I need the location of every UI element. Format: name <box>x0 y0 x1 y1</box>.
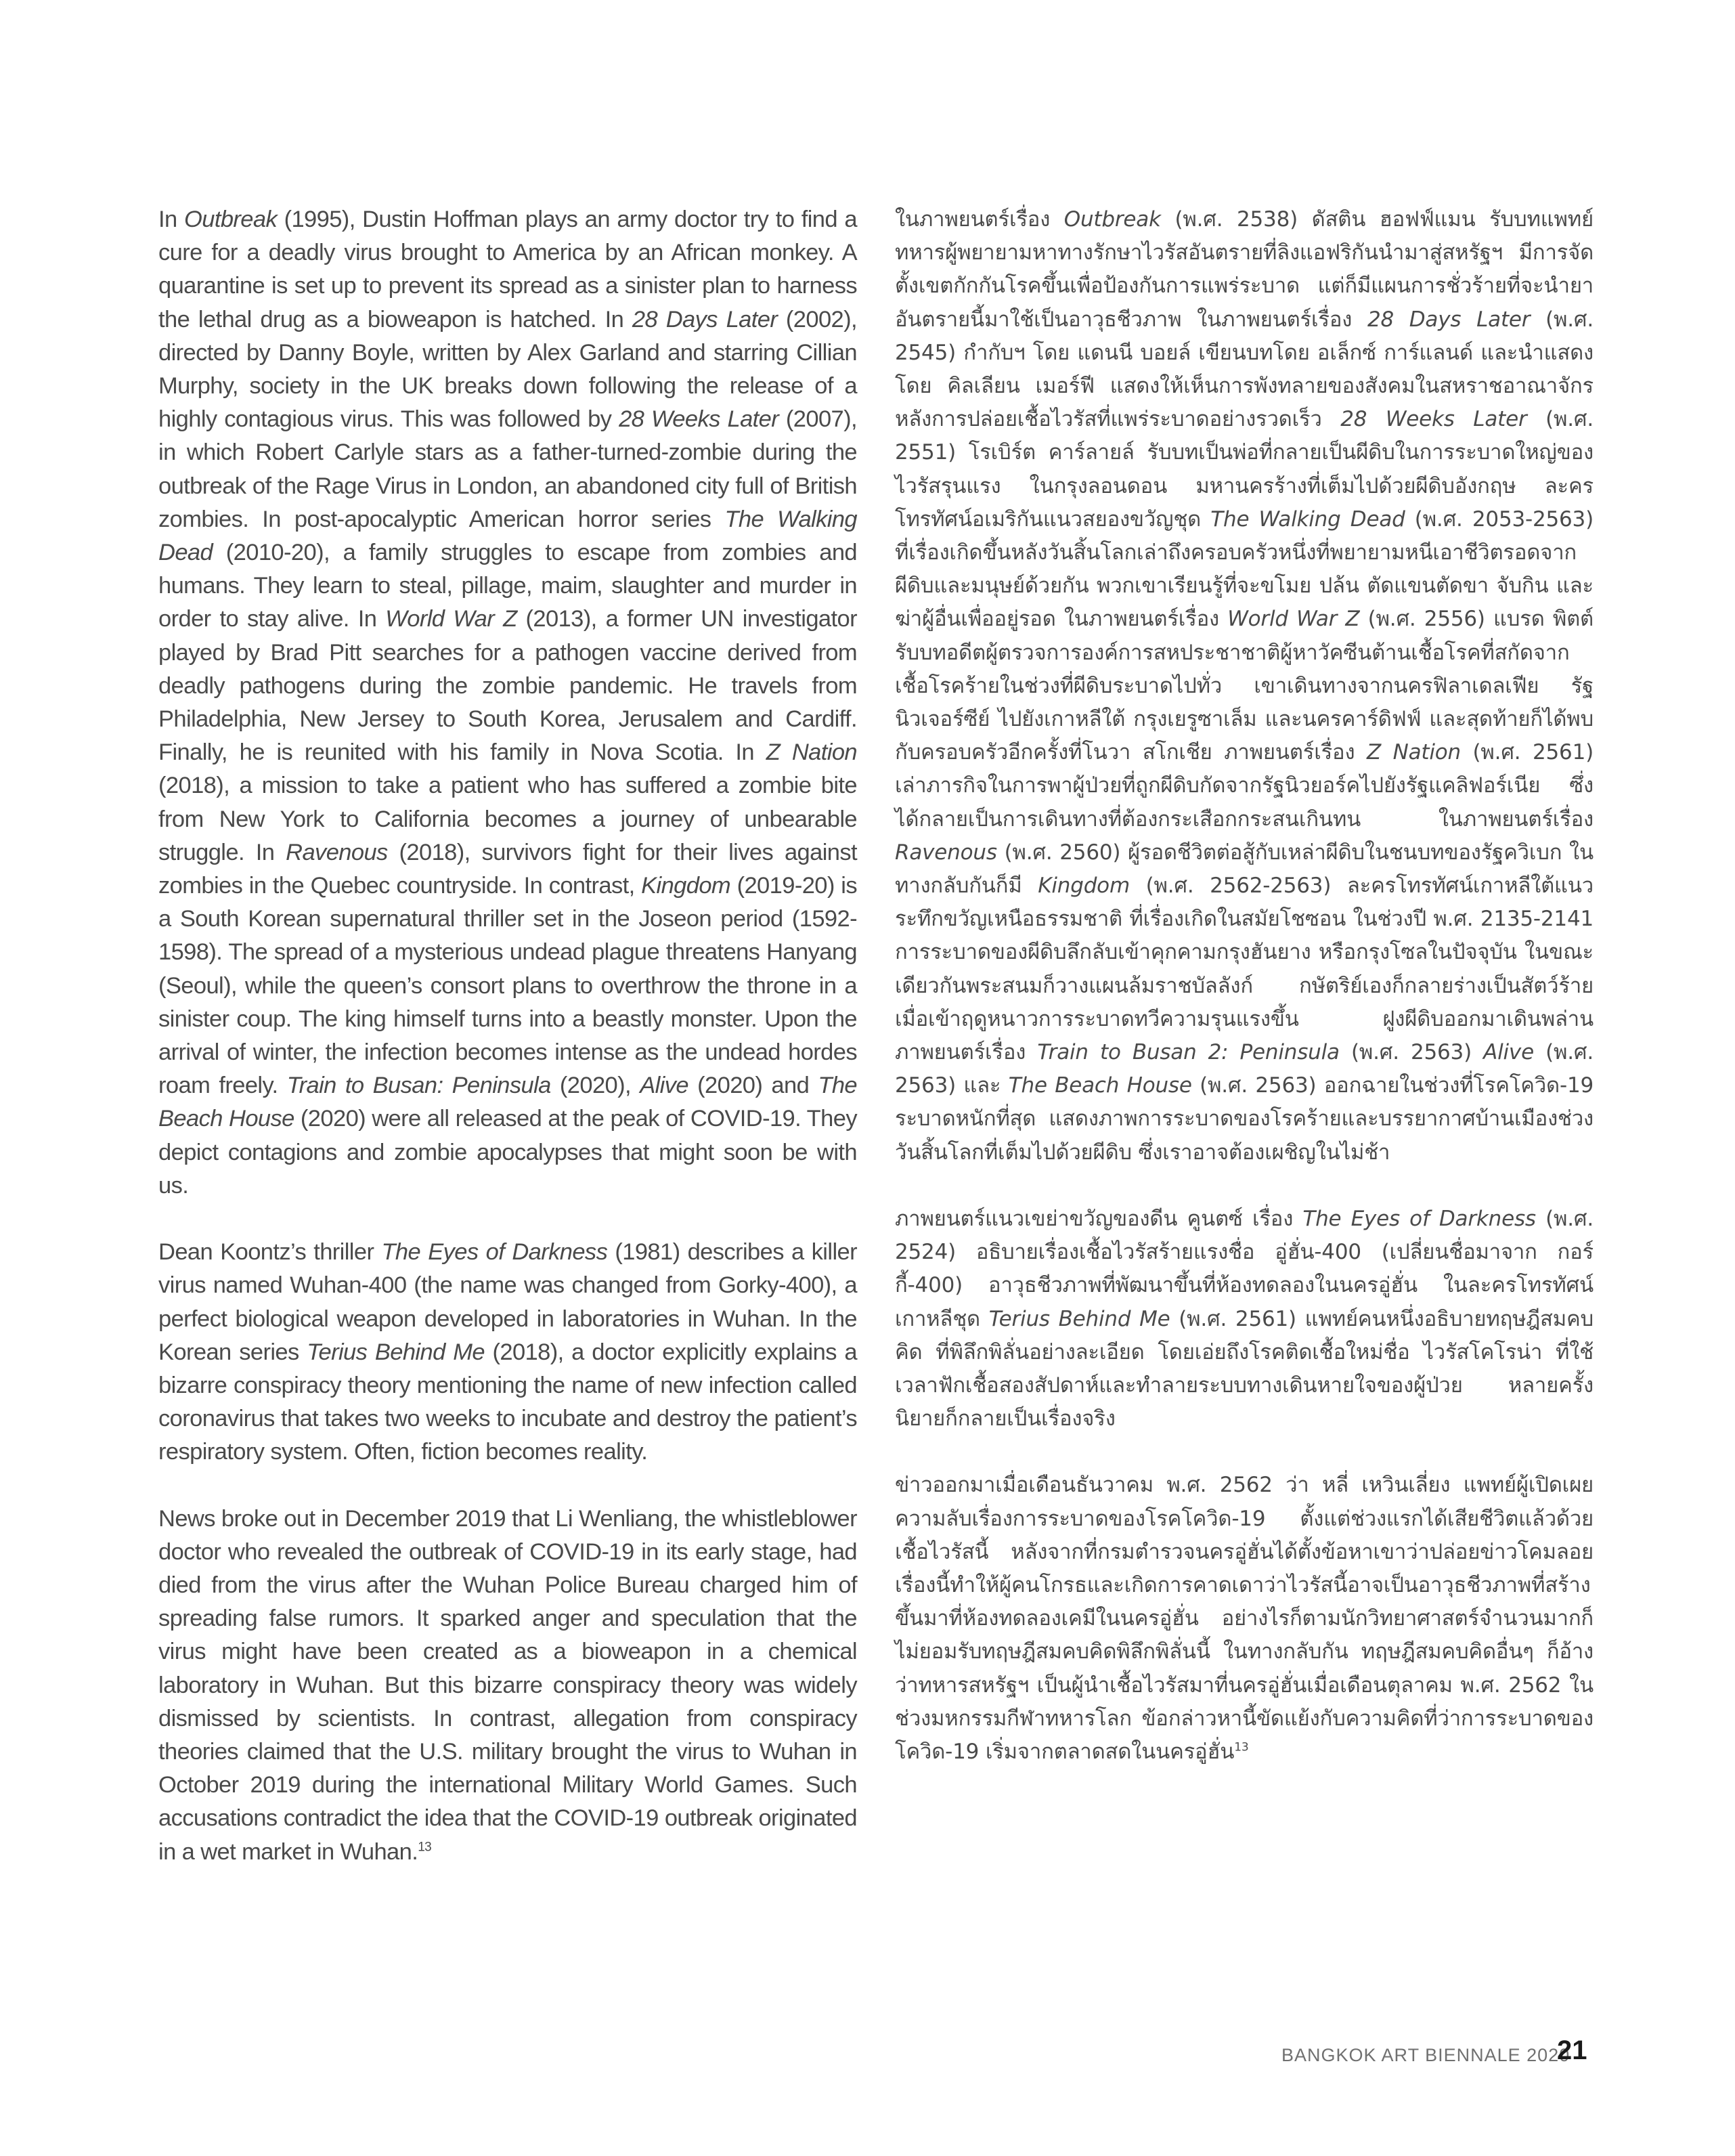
text-run: (พ.ศ. 2563) <box>1339 1040 1484 1065</box>
work-title: World War Z <box>385 606 517 632</box>
thai-paragraph-3 <box>895 1469 1594 1769</box>
english-paragraph-2 <box>158 1236 857 1469</box>
work-title: Ravenous <box>286 839 388 865</box>
text-run: (2018), survivors fight for their lives against zombies in the Quebec countryside. In contrast, <box>158 839 857 899</box>
text-run: (2018), a mission to take a patient who has suffered a zombie bite from New York to California becomes a journey of unbearable struggle. In <box>158 773 857 865</box>
text-run: News broke out in December 2019 that Li Wenliang, the whistleblower doctor who revealed the outbreak of COVID-19 in its early stage, had died from the virus after the Wuhan Police Bureau charged him of spreading false rumors. It sparked anger and speculation that the virus might have been created as a bioweapon in a chemical laboratory in Wuhan. But this bizarre conspiracy theory was widely dismissed by scientists. In contrast, allegation from conspiracy theories claimed that the U.S. military brought the virus to Wuhan in October 2019 during the international Military World Games. Such accusations contradict the idea that the COVID-19 outbreak originated in a wet market in Wuhan. <box>158 1505 857 1865</box>
english-paragraph-1 <box>158 203 857 1203</box>
footnote-reference: 13 <box>418 1840 432 1855</box>
work-title: Terius Behind Me <box>988 1306 1170 1331</box>
work-title: The Walking Dead <box>1210 506 1405 532</box>
english-column <box>158 203 857 1902</box>
text-run: ภาพยนตร์แนวเขย่าขวัญของดีน คูนตซ์ เรื่อง <box>895 1206 1303 1231</box>
work-title: 28 Weeks Later <box>1340 407 1527 432</box>
text-run: (2002), directed by Danny Boyle, written by Alex Garland and starring Cillian Murphy, society in the UK breaks down following the release of a highly contagious virus. This was followed by <box>158 306 857 433</box>
thai-paragraph-2 <box>895 1203 1594 1436</box>
text-run: (2007), in which Robert Carlyle stars as a father-turned-zombie during the outbreak of the Rage Virus in London, an abandoned city full of British zombies. In post-apocalyptic American horror series <box>158 406 857 532</box>
work-title: The Eyes of Darkness <box>381 1239 608 1266</box>
text-run: (พ.ศ. 2538) ดัสติน ฮอฟฟ์แมน รับบทแพทย์ทหารผู้พยายามหาทางรักษาไวรัสอันตรายที่ลิงแอฟริกันนำมาสู่สหรัฐฯ มีการจัดตั้งเขตกักกันโรคขึ้นเพื่อป้องกันการแพร่ระบาด แต่ก็มีแผนการชั่วร้ายที่จะนำยาอันตรายนี้มาใช้เป็นอาวุธชีวภาพ ในภาพยนตร์เรื่อง <box>895 207 1594 332</box>
work-title: Alive <box>640 1073 688 1099</box>
text-run: ข่าวออกมาเมื่อเดือนธันวาคม พ.ศ. 2562 ว่า หลี่ เหวินเลี่ยง แพทย์ผู้เปิดเผยความลับเรื่องการระบาดของโรคโควิด-19 ตั้งแต่ช่วงแรกได้เสียชีวิตแล้วด้วยเชื้อไวรัสนี้ หลังจากที่กรมตำรวจนครอู่ฮั่นได้ตั้งข้อหาเขาว่าปล่อยข่าวโคมลอย เรื่องนี้ทำให้ผู้คนโกรธและเกิดการคาดเดาว่าไวรัสนี้อาจเป็นอาวุธชีวภาพที่สร้างขึ้นมาที่ห้องทดลองเคมีในนครอู่ฮั่น อย่างไรก็ตามนักวิทยาศาสตร์จำนวนมากก็ไม่ยอมรับทฤษฎีสมคบคิดพิลึกพิลั่นนี้ ในทางกลับกัน ทฤษฎีสมคบคิดอื่นๆ ก็อ้างว่าทหารสหรัฐฯ เป็นผู้นำเชื้อไวรัสมาที่นครอู่ฮั่นเมื่อเดือนตุลาคม พ.ศ. 2562 ในช่วงมหกรรมกีฬาทหารโลก ข้อกล่าวหานี้ขัดแย้งกับความคิดที่ว่าการระบาดของโควิด-19 เริ่มจากตลาดสดในนครอู่ฮั่น <box>895 1473 1594 1764</box>
text-run: ในภาพยนตร์เรื่อง <box>895 207 1064 232</box>
text-run: (พ.ศ. 2053-2563) ที่เรื่องเกิดขึ้นหลังวันสิ้นโลกเล่าถึงครอบครัวหนึ่งที่พยายามหนีเอาชีวิตรอดจากผีดิบและมนุษย์ด้วยกัน พวกเขาเรียนรู้ที่จะขโมย ปล้น ตัดแขนตัดขา จับกิน และฆ่าผู้อื่นเพื่ออยู่รอด ในภาพยนตร์เรื่อง <box>895 506 1594 632</box>
text-run: (พ.ศ. 2562-2563) ละครโทรทัศน์เกาหลีใต้แนวระทึกขวัญเหนือธรรมชาติ ที่เรื่องเกิดในสมัยโชซอน ในช่วงปี พ.ศ. 2135-2141 การระบาดของผีดิบลึกลับเข้าคุกคามกรุงฮันยาง หรือกรุงโซลในปัจจุบัน ในขณะเดียวกันพระสนมก็วางแผนล้มราชบัลลังก์ กษัตริย์เองก็กลายร่างเป็นสัตว์ร้าย เมื่อเข้าฤดูหนาวการระบาดทวีความรุนแรงขึ้น ฝูงผีดิบออกมาเดินพล่าน ภาพยนตร์เรื่อง <box>895 874 1594 1065</box>
text-run: (พ.ศ. 2560) ผู้รอดชีวิตต่อสู้กับเหล่าผีดิบในชนบทของรัฐควิเบก ในทางกลับกันก็มี <box>895 840 1594 899</box>
work-title: Ravenous <box>895 840 997 865</box>
text-run: (พ.ศ. 2524) อธิบายเรื่องเชื้อไวรัสร้ายแรงชื่อ อู่ฮั่น-400 (เปลี่ยนชื่อมาจาก กอร์กี้-400) อาวุธชีวภาพที่พัฒนาขึ้นที่ห้องทดลองในนครอู่ฮั่น ในละครโทรทัศน์เกาหลีชุด <box>895 1206 1594 1331</box>
text-run: (2020) and <box>688 1073 818 1099</box>
footer-publication-title: BANGKOK ART BIENNALE 2020 <box>1281 2045 1571 2065</box>
text-run: (1981) describes a killer virus named Wuhan-400 (the name was changed from Gorky-400), a perfect biological weapon developed in laboratories in Wuhan. In the Korean series <box>158 1239 857 1365</box>
text-run: (2018), a doctor explicitly explains a bizarre conspiracy theory mentioning the name of new infection called coronavirus that takes two weeks to incubate and destroy the patient’s respiratory system. Often, fiction becomes reality. <box>158 1339 857 1465</box>
text-run: (2020) were all released at the peak of COVID-19. They depict contagions and zombie apocalypses that might soon be with us. <box>158 1106 857 1199</box>
work-title: 28 Days Later <box>1367 307 1531 332</box>
work-title: Train to Busan 2: Peninsula <box>1037 1040 1340 1065</box>
work-title: World War Z <box>1227 607 1360 632</box>
text-run: (2019-20) is a South Korean supernatural thriller set in the Joseon period (1592-1598). The spread of a mysterious undead plague threatens Hanyang (Seoul), while the queen’s consort plans to overthrow the throne in a sinister coup. The king himself turns into a beastly monster. Upon the arrival of winter, the infection becomes intense as the undead hordes roam freely. <box>158 873 857 1099</box>
text-run: (พ.ศ. 2563) ออกฉายในช่วงที่โรคโควิด-19 ระบาดหนักที่สุด แสดงภาพการระบาดของโรคร้ายและบรรยากาศบ้านเมืองช่วงวันสิ้นโลกที่เต็มไปด้วยผีดิบ ซึ่งเราอาจต้องเผชิญในไม่ช้า <box>895 1073 1594 1165</box>
thai-paragraph-1 <box>895 203 1594 1169</box>
work-title: Alive <box>1483 1040 1534 1065</box>
text-run: (2020), <box>550 1073 640 1099</box>
page-number: 21 <box>1557 2035 1587 2065</box>
work-title: Z Nation <box>1366 740 1461 765</box>
text-run: (พ.ศ. 2551) โรเบิร์ต คาร์ลายล์ รับบทเป็นพ่อที่กลายเป็นผีดิบในการระบาดใหญ่ของไวรัสรุนแรง ในกรุงลอนดอน มหานครร้างที่เต็มไปด้วยผีดิบอังกฤษ ละครโทรทัศน์อเมริกันแนวสยองขวัญชุด <box>895 407 1594 532</box>
thai-column <box>895 203 1594 1802</box>
work-title: Terius Behind Me <box>307 1339 485 1365</box>
work-title: The Walking Dead <box>158 506 857 566</box>
work-title: Kingdom <box>1038 874 1130 899</box>
text-run: (2010-20), a family struggles to escape from zombies and humans. They learn to steal, pillage, maim, slaughter and murder in order to stay alive. In <box>158 540 857 632</box>
text-run: (พ.ศ. 2563) และ <box>895 1040 1594 1098</box>
work-title: 28 Days Later <box>632 306 778 332</box>
text-run: (พ.ศ. 2545) กำกับฯ โดย แดนนี บอยล์ เขียนบทโดย อเล็กซ์ การ์แลนด์ และนำแสดงโดย คิลเลียน เมอร์ฟี แสดงให้เห็นการพังทลายของสังคมในสหราชอาณาจักรหลังการปล่อยเชื้อไวรัสที่แพร่ระบาดอย่างรวดเร็ว <box>895 307 1594 432</box>
english-paragraph-3 <box>158 1503 857 1869</box>
work-title: Outbreak <box>184 207 278 232</box>
text-run: In <box>158 207 185 232</box>
work-title: The Eyes of Darkness <box>1302 1206 1536 1231</box>
work-title: The Beach House <box>1008 1073 1192 1098</box>
text-run: Dean Koontz’s thriller <box>158 1239 382 1266</box>
work-title: 28 Weeks Later <box>619 406 779 433</box>
text-run: (1995), Dustin Hoffman plays an army doctor try to find a cure for a deadly virus brought to America by an African monkey. A quarantine is set up to prevent its spread as a sinister plan to harness the lethal drug as a bioweapon is hatched. In <box>158 207 857 332</box>
work-title: Train to Busan: Peninsula <box>286 1073 551 1099</box>
text-run: (พ.ศ. 2561) เล่าภารกิจในการพาผู้ป่วยที่ถูกผีดิบกัดจากรัฐนิวยอร์คไปยังรัฐแคลิฟอร์เนีย ซึ่งได้กลายเป็นการเดินทางที่ต้องกระเสือกกระสนเกินทน ในภาพยนตร์เรื่อง <box>895 740 1594 832</box>
text-run: (พ.ศ. 2561) แพทย์คนหนึ่งอธิบายทฤษฎีสมคบคิด ที่พิลึกพิลั่นอย่างละเอียด โดยเอ่ยถึงโรคติดเชื้อใหม่ชื่อ ไวรัสโคโรน่า ที่ใช้เวลาฟักเชื้อสองสัปดาห์และทำลายระบบทางเดินหายใจของผู้ป่วย หลายครั้งนิยายก็กลายเป็นเรื่องจริง <box>895 1306 1594 1431</box>
text-run: (พ.ศ. 2556) แบรด พิตต์ รับบทอดีตผู้ตรวจการองค์การสหประชาชาติผู้หาวัคซีนต้านเชื้อโรคที่สกัดจากเชื้อโรคร้ายในช่วงที่ผีดิบระบาดไปทั่ว เขาเดินทางจากนครฟิลาเดลเฟีย รัฐนิวเจอร์ซีย์ ไปยังเกาหลีใต้ กรุงเยรูซาเล็ม และนครคาร์ดิฟฟ์ และสุดท้ายก็ได้พบกับครอบครัวอีกครั้งที่โนวา สโกเชีย ภาพยนตร์เรื่อง <box>895 607 1594 765</box>
work-title: Kingdom <box>641 873 731 899</box>
work-title: Z Nation <box>766 739 857 766</box>
work-title: Outbreak <box>1063 207 1161 232</box>
footnote-reference: 13 <box>1234 1740 1249 1754</box>
text-run: (2013), a former UN investigator played by Brad Pitt searches for a pathogen vaccine derived from deadly pathogens during the zombie pandemic. He travels from Philadelphia, New Jersey to South Korea, Jerusalem and Cardiff. Finally, he is reunited with his family in Nova Scotia. In <box>158 606 857 766</box>
work-title: The Beach House <box>158 1073 857 1132</box>
